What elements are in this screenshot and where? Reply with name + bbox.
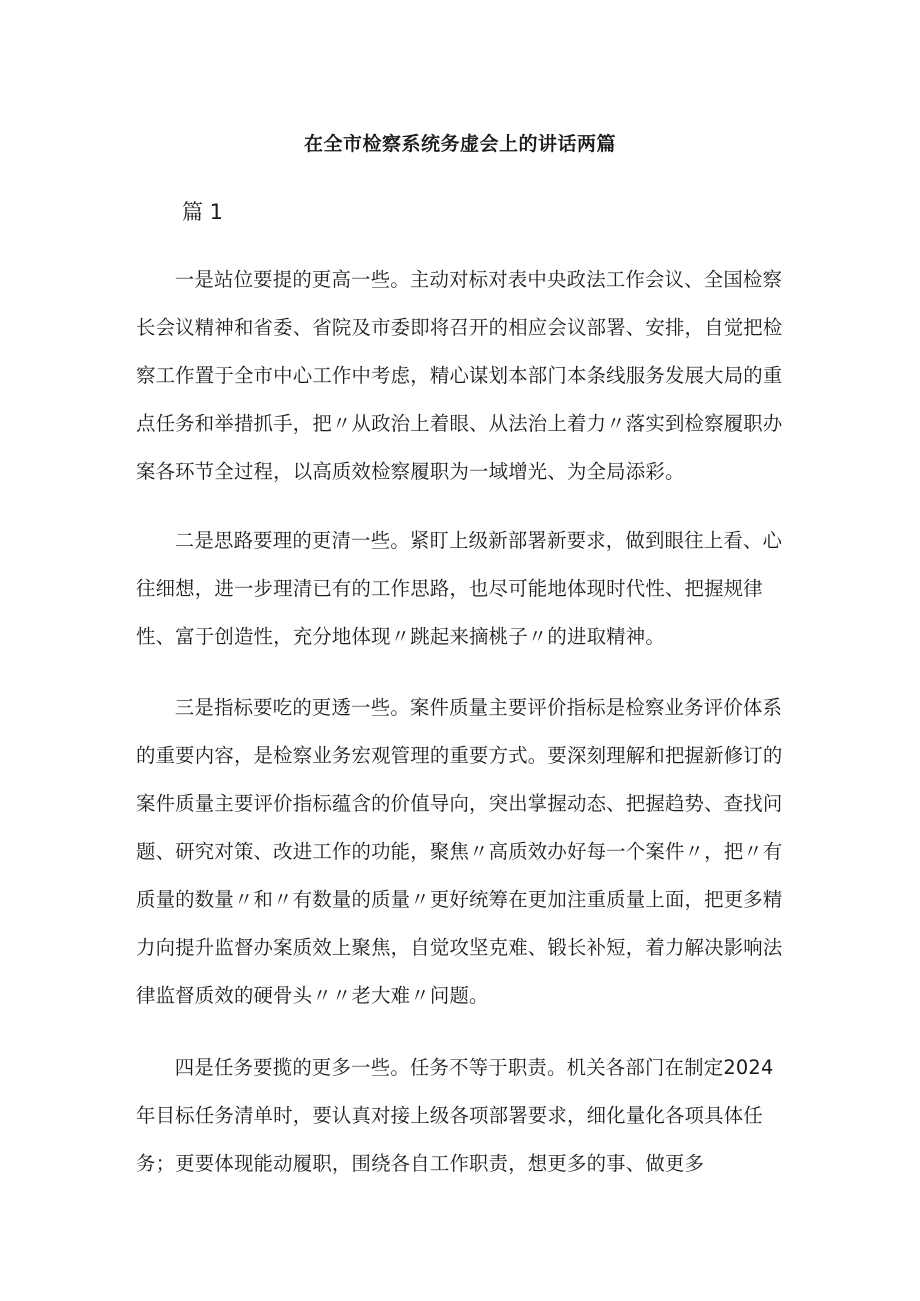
paragraph-3: 三是指标要吃的更透一些。案件质量主要评价指标是检察业务评价体系的重要内容，是检察业务宏观管理的重要方式。要深刻理解和把握新修订的案件质量主要评价指标蕴含的价值导向，突出掌握动态、把握趋势、查找问题、研究对策、改进工作的功能，聚焦〃高质效办好每一个案件〃，把〃有质量的数量〃和〃有数量的质量〃更好统筹在更加注重质量上面，把更多精力向提升监督办案质效上聚焦，自觉攻坚克难、锻长补短，着力解决影响法律监督质效的硬骨头〃〃老大难〃问题。	[136, 696, 783, 1007]
paragraph-2: 二是思路要理的更清一些。紧盯上级新部署新要求，做到眼往上看、心往细想，进一步理清已有的工作思路，也尽可能地体现时代性、把握规律性、富于创造性，充分地体现〃跳起来摘桃子〃的进取精神。	[136, 529, 783, 648]
section-label: 篇 1	[182, 200, 224, 224]
paragraph-1: 一是站位要提的更高一些。主动对标对表中央政法工作会议、全国检察长会议精神和省委、省院及市委即将召开的相应会议部署、安排，自觉把检察工作置于全市中心工作中考虑，精心谋划本部门本条线服务发展大局的重点任务和举措抓手，把〃从政治上着眼、从法治上着力〃落实到检察履职办案各环节全过程，以高质效检察履职为一域增光、为全局添彩。	[136, 268, 783, 483]
paragraph-4: 四是任务要揽的更多一些。任务不等于职责。机关各部门在制定2024 年目标任务清单时，要认真对接上级各项部署要求，细化量化各项具体任务；更要体现能动履职，围绕各自工作职责，想更多的事、做更多	[136, 1056, 774, 1175]
document-title: 在全市检察系统务虚会上的讲话两篇	[303, 133, 616, 155]
